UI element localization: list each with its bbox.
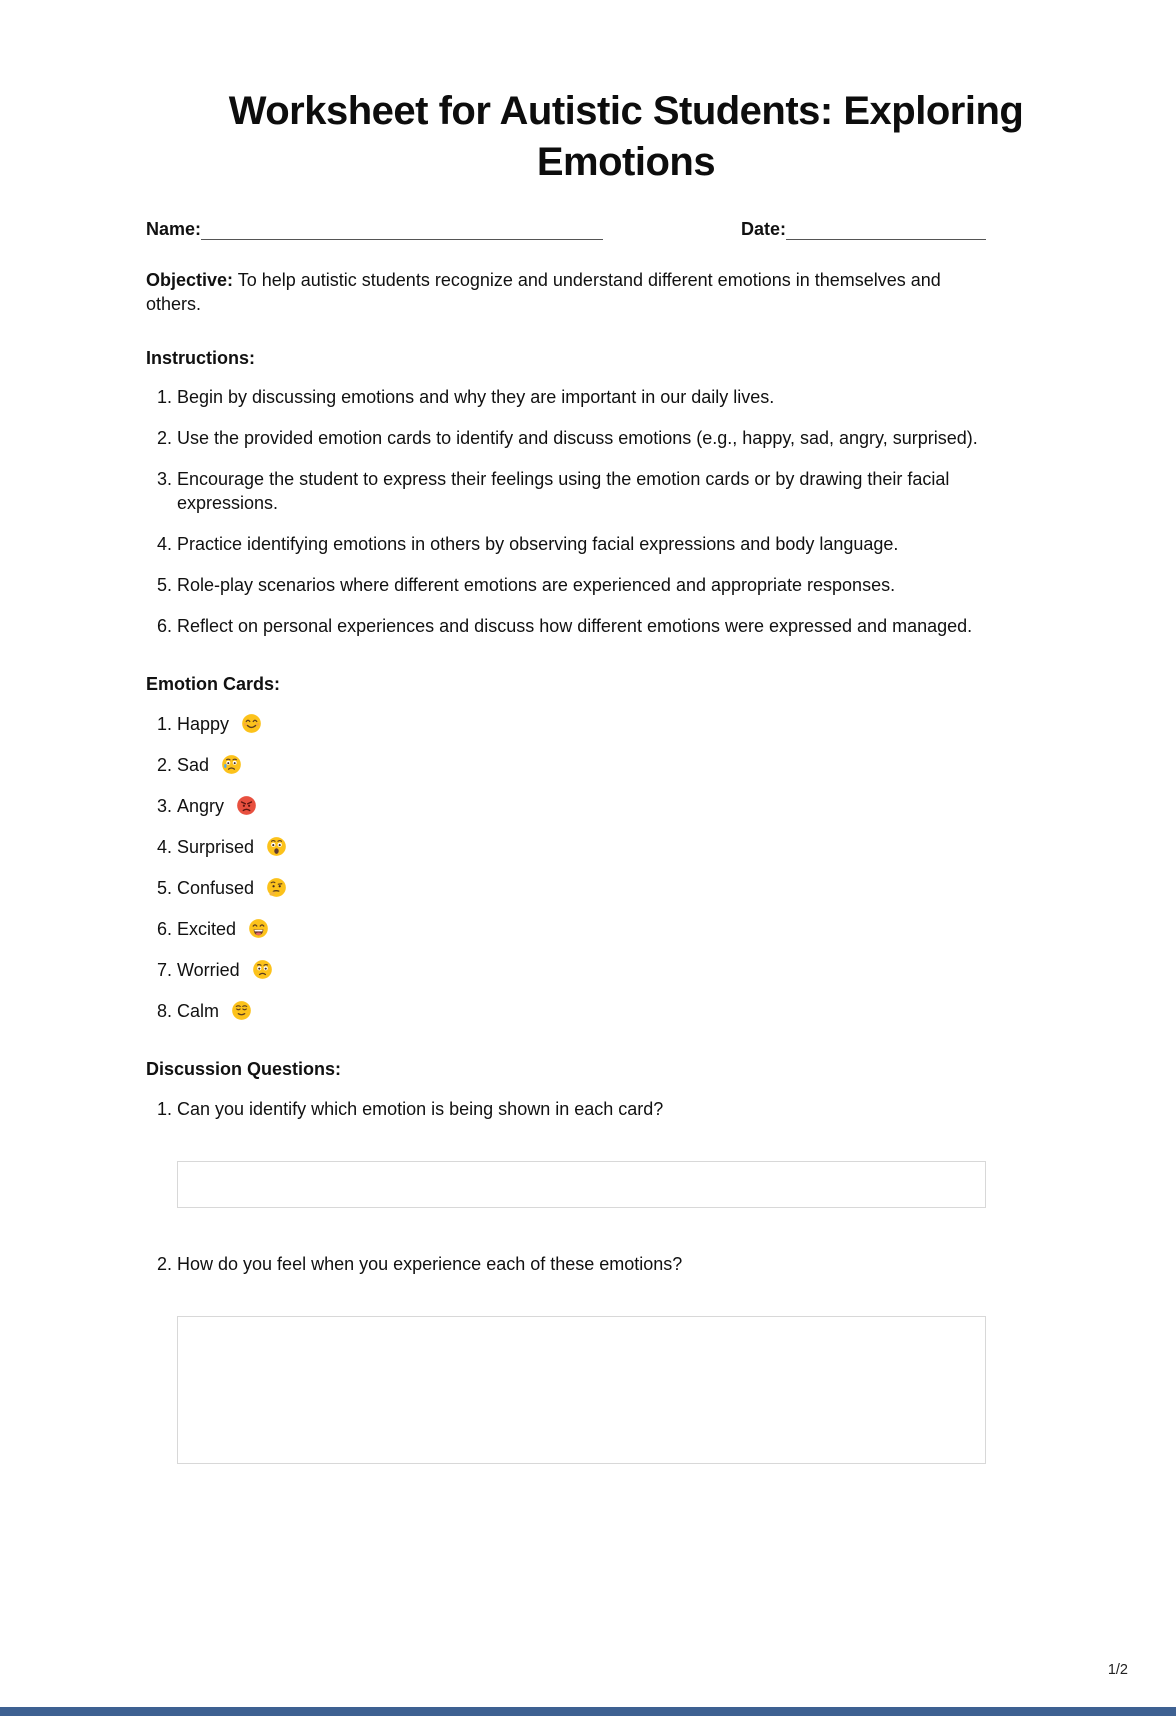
answer-box-1[interactable] bbox=[177, 1161, 986, 1208]
objective-text: To help autistic students recognize and understand different emotions in themselves and others. bbox=[146, 269, 941, 314]
discussion-question bbox=[177, 1252, 986, 1464]
emotion-card-item bbox=[177, 794, 986, 818]
name-label: Name: bbox=[146, 218, 202, 239]
question-text: How do you feel when you experience each of these emotions? bbox=[177, 1253, 683, 1274]
name-date-row bbox=[146, 218, 986, 240]
instruction-item bbox=[177, 426, 986, 450]
instruction-item-text: Practice identifying emotions in others by observing facial expressions and body language. bbox=[177, 533, 899, 554]
emotion-label: Sad bbox=[177, 754, 210, 775]
angry-emoji-icon bbox=[236, 795, 257, 816]
calm-emoji-icon bbox=[231, 1000, 252, 1021]
emotion-label: Worried bbox=[177, 959, 240, 980]
discussion-questions-heading: Discussion Questions: bbox=[146, 1058, 342, 1079]
instruction-item bbox=[177, 573, 986, 597]
date-label: Date: bbox=[740, 218, 786, 239]
sad-emoji-icon bbox=[221, 754, 242, 775]
instruction-item-text: Role-play scenarios where different emotions are experienced and appropriate responses. bbox=[177, 574, 896, 595]
instructions-heading: Instructions: bbox=[146, 347, 256, 368]
emotion-label: Happy bbox=[177, 713, 230, 734]
page-number: 1/2 bbox=[1107, 1662, 1128, 1678]
bottom-bar bbox=[0, 1707, 1176, 1716]
instruction-item-text: Use the provided emotion cards to identify and discuss emotions (e.g., happy, sad, angry, surprised). bbox=[177, 427, 978, 448]
worksheet-page bbox=[0, 86, 1176, 1464]
emotion-cards-heading: Emotion Cards: bbox=[146, 673, 281, 694]
emotion-label: Calm bbox=[177, 1000, 220, 1021]
answer-box-2[interactable] bbox=[177, 1316, 986, 1464]
worried-emoji-icon bbox=[252, 959, 273, 980]
question-text: Can you identify which emotion is being shown in each card? bbox=[177, 1098, 664, 1119]
confused-emoji-icon bbox=[266, 877, 287, 898]
emotion-label: Excited bbox=[177, 918, 237, 939]
instruction-item-text: Encourage the student to express their feelings using the emotion cards or by drawing their facial expressions. bbox=[177, 468, 950, 513]
instruction-item-text: Begin by discussing emotions and why they are important in our daily lives. bbox=[177, 386, 775, 407]
date-field-group bbox=[741, 218, 986, 240]
emotion-label: Angry bbox=[177, 795, 225, 816]
emotion-card-item bbox=[177, 958, 986, 982]
instruction-item bbox=[177, 614, 986, 638]
instruction-item-text: Reflect on personal experiences and discuss how different emotions were expressed and managed. bbox=[177, 615, 973, 636]
emotion-label: Surprised bbox=[177, 836, 255, 857]
emotion-card-item bbox=[177, 999, 986, 1023]
emotion-card-item bbox=[177, 753, 986, 777]
surprised-emoji-icon bbox=[266, 836, 287, 857]
emotion-label: Confused bbox=[177, 877, 255, 898]
emotion-card-item bbox=[177, 876, 986, 900]
instructions-list bbox=[146, 385, 986, 638]
date-input-line[interactable] bbox=[786, 218, 986, 240]
excited-emoji-icon bbox=[248, 918, 269, 939]
emotion-cards-list bbox=[146, 712, 986, 1023]
objective-label: Objective: bbox=[146, 269, 234, 290]
instruction-item bbox=[177, 385, 986, 409]
emotion-card-item bbox=[177, 835, 986, 859]
page-title: Worksheet for Autistic Students: Exploring Emotions bbox=[228, 89, 1024, 184]
objective-paragraph bbox=[146, 268, 986, 316]
emotion-card-item bbox=[177, 917, 986, 941]
name-input-line[interactable] bbox=[201, 218, 603, 240]
happy-emoji-icon bbox=[241, 713, 262, 734]
name-field-group bbox=[146, 218, 603, 240]
discussion-question bbox=[177, 1097, 986, 1208]
instruction-item bbox=[177, 467, 986, 515]
emotion-card-item bbox=[177, 712, 986, 736]
instruction-item bbox=[177, 532, 986, 556]
discussion-questions-list bbox=[146, 1097, 986, 1464]
